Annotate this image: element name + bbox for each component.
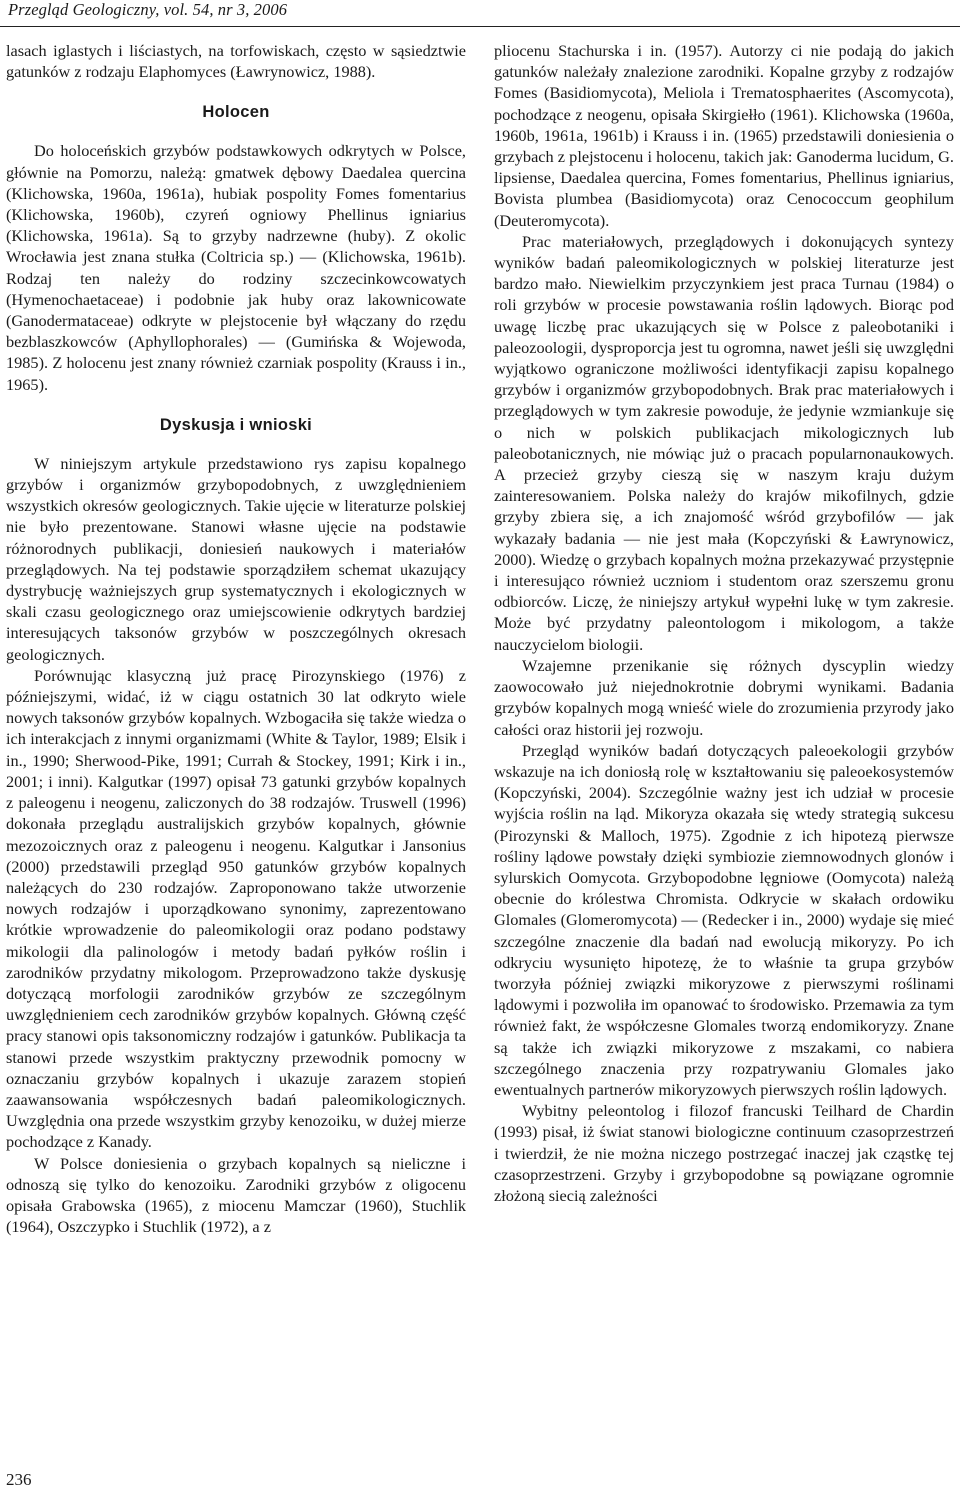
right-paragraph-2: Prac materiałowych, przeglądowych i dokonujących syntezy wyników badań paleomikologicznych w polskiej literaturze jest bardzo mało. Niewielkim przyczynkiem jest praca Turnau (1984) o roli grzybów w procesie powstawania roślin lądowych. Biorąc pod uwagę liczbę prac ukazujących się w Polsce z paleobotaniki i paleozoologii, dysproporcja jest tu ogromna, nawet jeśli się uwzględni wyjątkowo ograniczone możliwości identyfikacji zapisu kopalnego grzybów i organizmów grzybopodobnych. Brak prac materiałowych i przeglądowych w tym zakresie powoduje, że jedynie wzmiankuje się o nich w polskich publikacjach mikologicznych lub paleobotanicznych, nie mówiąc już o pracach popularnonaukowych. A przecież grzyby cieszą się w naszym kraju dużym zainteresowaniem. Polska należy do krajów mikofilnych, gdzie grzyby zbiera się, a ich znajomość wśród grzybofilów — jak wykazały badania — nie jest mała (Kopczyński & Ławrynowicz, 2000). Wiedzę o grzybach kopalnych można przekazywać przystępnie i interesująco również uczniom i studentom oraz szerszemu gronu odbiorców. Liczę, że niniejszy artykuł wypełni lukę w tym zakresie. Może być przydatny paleontologom i mikologom, a także nauczycielom biologii.	[494, 231, 954, 654]
right-column	[494, 40, 954, 1206]
right-paragraph-1: pliocenu Stachurska i in. (1957). Autorzy ci nie podają do jakich gatunków należały znalezione zarodniki. Kopalne grzyby z rodzajów Fomes (Basidiomycota), Meliola i Trematosphaerites (Ascomycota), pochodzące z neogenu, opisała Skirgiełło (1961). Klichowska (1960a, 1960b, 1961a, 1961b) i Krauss i in. (1965) przedstawili doniesienia o grzybach z plejstocenu i holocenu, takich jak: Ganoderma lucidum, G. lipsiense, Daedalea quercina, Fomes fomentarius, Phellinus igniarius, Bovista plumbea (Basidiomycota) oraz Cenococcum geophilum (Deuteromycota).	[494, 41, 954, 230]
header-rule	[0, 26, 960, 27]
right-paragraph-4: Przegląd wyników badań dotyczących paleoekologii grzybów wskazuje na ich doniosłą rolę w kształtowaniu się paleoekosystemów (Kopczyński, 2004). Szczególnie ważny jest ich udział w procesie wyjścia roślin na ląd. Mikoryza okazała się wtedy strategią sukcesu (Pirozynski & Malloch, 1975). Zgodnie z ich hipotezą pierwsze rośliny lądowe powstały dzięki symbiozie ziemnowodnych glonów i sylurskich Oomycota. Grzybopodobne lęgniowe (Oomycota) należą obecnie do królestwa Chromista. Odkrycie w skałach ordowiku Glomales (Glomeromycota) — (Redecker i in., 2000) wydaje się mieć szczególne znaczenie dla badań nad ewolucją mikoryzy. Po ich odkryciu wysunięto hipotezę, że to właśnie ta grupa grzybów tworzyła później związki mikoryzowe z pierwszymi roślinami lądowymi i pozwoliła im opanować to środowisko. Przemawia za tym również fakt, że współczesne Glomales tworzą endomikoryzy. Znane są także ich związki mikoryzowe z mszakami, co nabiera szczególnego znaczenia przy rozpatrywaniu Glomales jako ewentualnych partnerów mikoryzowych pierwszych roślin lądowych.	[494, 740, 954, 1099]
discussion-paragraph-3: W Polsce doniesienia o grzybach kopalnych są nieliczne i odnoszą się tylko do kenozoiku. Zarodniki grzybów z oligocenu opisała Grabowska (1965), z miocenu Mamczar (1960), Stuchlik (1964), Oszczypko i Stuchlik (1972), a z	[6, 1153, 466, 1237]
intro-paragraph: lasach iglastych i liściastych, na torfowiskach, często w sąsiedztwie gatunków z rodzaju Elaphomyces (Ławrynowicz, 1988).	[6, 41, 466, 82]
running-head: Przegląd Geologiczny, vol. 54, nr 3, 2006	[8, 0, 288, 19]
page-number: 236	[6, 1470, 32, 1489]
holocene-heading: Holocen	[202, 103, 270, 122]
left-column	[6, 40, 466, 1237]
right-paragraph-5: Wybitny peleontolog i filozof francuski Teilhard de Chardin (1993) pisał, iż świat stanowi biologiczne continuum czasoprzestrzeń i twierdził, że nie można niczego postrzegać inaczej jak cząstkę tej czasoprzestrzeni. Grzyby i grzybopodobne są powiązane ogromnie złożoną siecią zależności	[494, 1101, 954, 1205]
discussion-paragraph-2: Porównując klasyczną już pracę Pirozynskiego (1976) z późniejszymi, widać, iż w ciągu ostatnich 30 lat odkryto wiele nowych taksonów grzybów kopalnych. Wzbogaciła się także wiedza o ich interakcjach z innymi organizmami (White & Taylor, 1989; Elsik i in., 1990; Sherwood-Pike, 1991; Currah & Stockey, 1991; Kirk i in., 2001; i inni). Kalgutkar (1997) opisał 73 gatunki grzybów kopalnych z paleogenu i neogenu, zaliczonych do 38 rodzajów. Truswell (1996) dokonała przeglądu australijskich grzybów kopalnych, głównie mezozoicznych oraz z paleogenu i neogenu. Kalgutkar i Jansonius (2000) przedstawili przegląd 950 gatunków grzybów kopalnych należących do 230 rodzajów. Zaproponowano także utworzenie nowych rodzajów i uporządkowano synonimy, zaprezentowano krótkie wprowadzenie do paleomikologii oraz podano podstawy mikologii dla palinologów i metody badań pyłków roślin i zarodników przydatny mikologom. Przeprowadzono także dyskusję dotyczącą morfologii zarodników grzybów ze szczególnym uwzględnieniem cech zarodników grzybów kopalnych. Główną część pracy stanowi opis taksonomiczny rodzajów i gatunków. Publikacja ta stanowi przede wszystkim praktyczny przewodnik pomocny w oznaczaniu grzybów kopalnych i ukazuje zarazem stopień zaawansowania współczesnych badań paleomikologicznych. Uwzględnia ona przede wszystkim grzyby kenozoiku, w dużej mierze pochodzące z Kanady.	[6, 665, 466, 1152]
discussion-paragraph-1: W niniejszym artykule przedstawiono rys zapisu kopalnego grzybów i organizmów grzybopodobnych, z uwzględnieniem wszystkich okresów geologicznych. Takie ujęcie w literaturze polskiej nie było prezentowane. Stanowi własne ujęcie na podstawie różnorodnych publikacji, doniesień naukowych i materiałów przeglądowych. Na tej podstawie sporządziłem schemat ukazujący dystrybucję ważniejszych grup systematycznych i ekologicznych w skali czasu geologicznego oraz umiejscowienie odkrytych bardziej interesujących taksonów grzybów w poszczególnych okresach geologicznych.	[6, 453, 466, 664]
right-paragraph-3: Wzajemne przenikanie się różnych dyscyplin wiedzy zaowocowało już niejednokrotnie dobrymi wynikami. Badania grzybów kopalnych mogą wnieść wiele do zrozumienia przyrody jako całości oraz historii jej rozwoju.	[494, 655, 954, 739]
holocene-paragraph: Do holoceńskich grzybów podstawkowych odkrytych w Polsce, głównie na Pomorzu, należą: gmatwek dębowy Daedalea quercina (Klichowska, 1960a, 1961a), hubiak pospolity Fomes fomentarius (Klichowska, 1960b), czyreń ogniowy Phellinus igniarius (Klichowska, 1961a). Są to grzyby nadrzewne (huby). Z okolic Wrocławia jest znana stułka (Coltricia sp.) — (Klichowska, 1961b). Rodzaj ten należy do rodziny szczecinkowcowatych (Hymenochaetaceae) i podobnie jak huby oraz lakownicowate (Ganodermataceae) odkryte w plejstocenie był włączany do rzędu bezblaszkowców (Aphyllophorales) — (Gumińska & Wojewoda, 1985). Z holocenu jest znany również czarniak pospolity (Krauss i in., 1965).	[6, 141, 466, 394]
discussion-heading: Dyskusja i wnioski	[159, 415, 313, 434]
